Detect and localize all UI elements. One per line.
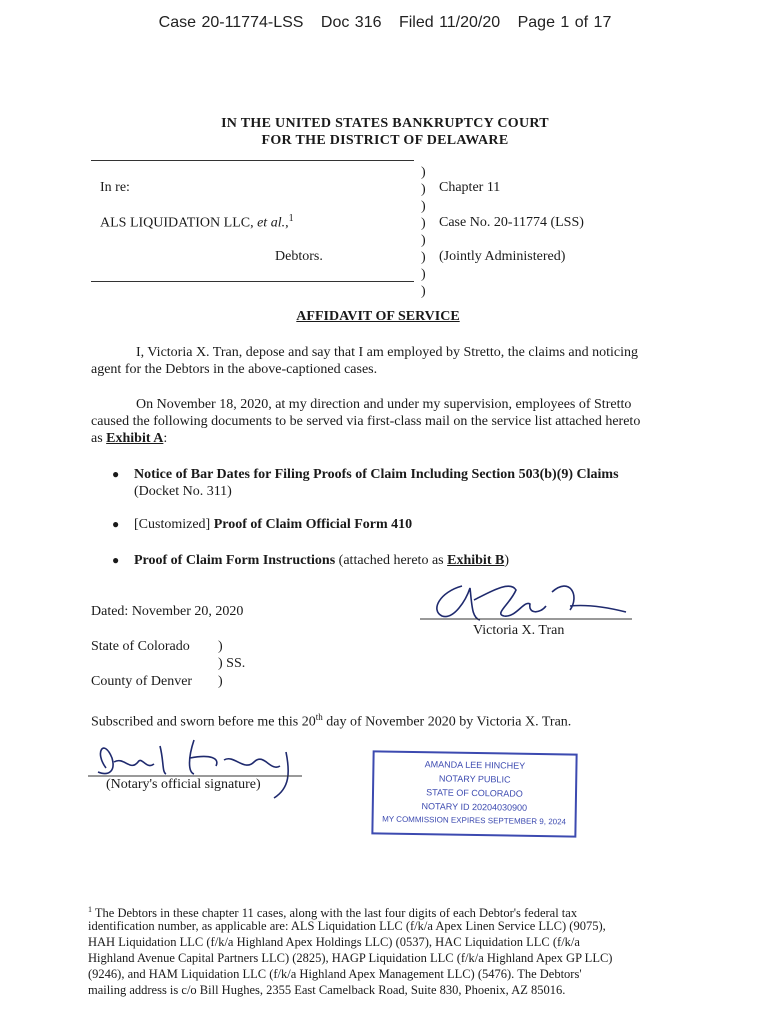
dated-line: Dated: November 20, 2020 xyxy=(91,604,244,619)
footnote-line-2: identification number, as applicable are: ALS Liquidation LLC (f/k/a Apex Linen Service LLC) (9075), xyxy=(88,919,606,933)
stamp-expiry: MY COMMISSION EXPIRES SEPTEMBER 9, 2024 xyxy=(382,814,567,827)
notary-stamp xyxy=(371,750,577,837)
footnote-ref: 1 xyxy=(288,213,294,224)
document-item-3: Proof of Claim Form Instructions (attached hereto as Exhibit B) xyxy=(134,553,509,568)
debtor-et-al: et al. xyxy=(257,215,286,231)
caption-parentheses: ) ) ) ) ) ) ) ) xyxy=(421,165,426,299)
court-title-line2: FOR THE DISTRICT OF DELAWARE xyxy=(261,133,509,148)
venue-paren-3: ) xyxy=(218,674,223,689)
footnote-line-1: $^1$ The Debtors in these chapter 11 cases, along with the last four digits of each Debtor's federal tax xyxy=(88,905,578,921)
footnote-line-4: Highland Avenue Capital Partners LLC) (2825), HAGP Liquidation LLC (f/k/a Highland Apex GP LLC) xyxy=(88,951,613,965)
document-item-2: [Customized] Proof of Claim Official Form 410 xyxy=(134,517,413,532)
exhibit-a-ref: Exhibit A xyxy=(106,431,164,446)
court-title-line1: IN THE UNITED STATES BANKRUPTCY COURT xyxy=(221,116,549,131)
service-line-1: On November 18, 2020, at my direction and under my supervision, employees of Stretto xyxy=(136,397,632,412)
case-header xyxy=(0,14,770,32)
caption-rule-bottom xyxy=(91,281,414,282)
caption-in-re: In re: xyxy=(100,180,130,195)
debtor-name: ALS LIQUIDATION LLC, xyxy=(100,215,254,231)
doc-number: Doc 316 xyxy=(320,14,382,31)
page-indicator: Page 1 of 17 xyxy=(517,14,612,31)
venue-ss: ) SS. xyxy=(218,656,246,671)
bullet-dot: ● xyxy=(112,553,120,567)
bullet-dot: ● xyxy=(112,517,120,531)
notary-signature xyxy=(84,732,314,804)
caption-debtors-label: Debtors. xyxy=(275,249,323,264)
caption-case-no: Case No. 20-11774 (LSS) xyxy=(439,215,584,230)
document-item-1: Notice of Bar Dates for Filing Proofs of Claim Including Section 503(b)(9) Claims xyxy=(134,467,619,482)
stamp-state: STATE OF COLORADO xyxy=(426,787,523,799)
filed-date: Filed 11/20/20 xyxy=(398,14,501,31)
exhibit-b-ref: Exhibit B xyxy=(447,553,505,568)
document-item-1-docket: (Docket No. 311) xyxy=(134,484,232,499)
footnote-mark: 1 xyxy=(88,905,92,914)
venue-county: County of Denver xyxy=(91,674,193,689)
caption-chapter: Chapter 11 xyxy=(439,180,501,195)
case-number: Case 20-11774-LSS xyxy=(158,14,304,31)
caption-debtor: ALS LIQUIDATION LLC, et al.,$^1$ xyxy=(100,213,294,231)
stamp-name: AMANDA LEE HINCHEY xyxy=(424,759,526,771)
notary-signature-label: (Notary's official signature) xyxy=(106,777,261,792)
intro-line-2: agent for the Debtors in the above-captioned cases. xyxy=(91,362,378,377)
footnote-line-5: (9246), and HAM Liquidation LLC (f/k/a Highland Apex Management LLC) (5476). The Debtors' xyxy=(88,967,582,981)
caption-rule-top xyxy=(91,160,414,161)
venue-state: State of Colorado xyxy=(91,639,190,654)
stamp-title: NOTARY PUBLIC xyxy=(438,773,511,785)
footnote-line-3: HAH Liquidation LLC (f/k/a Highland Apex Holdings LLC) (0537), HAC Liquidation LLC (f/k/a xyxy=(88,935,580,949)
venue-paren-1: ) xyxy=(218,639,223,654)
bullet-dot: ● xyxy=(112,467,120,481)
caption-joint-admin: (Jointly Administered) xyxy=(439,249,566,264)
affiant-name: Victoria X. Tran xyxy=(473,623,565,638)
stamp-id: NOTARY ID 20204030900 xyxy=(421,801,528,813)
footnote-line-6: mailing address is c/o Bill Hughes, 2355 East Camelback Road, Suite 830, Phoenix, AZ 85016. xyxy=(88,983,566,997)
service-line-3: as Exhibit A: xyxy=(91,431,168,446)
intro-line-1: I, Victoria X. Tran, depose and say that I am employed by Stretto, the claims and noticing xyxy=(136,345,639,360)
subscribed-line: Subscribed and sworn before me this 20th day of November 2020 by Victoria X. Tran. xyxy=(91,712,572,730)
service-line-2: caused the following documents to be served via first-class mail on the service list attached hereto xyxy=(91,414,641,429)
affidavit-title: AFFIDAVIT OF SERVICE xyxy=(296,309,460,324)
